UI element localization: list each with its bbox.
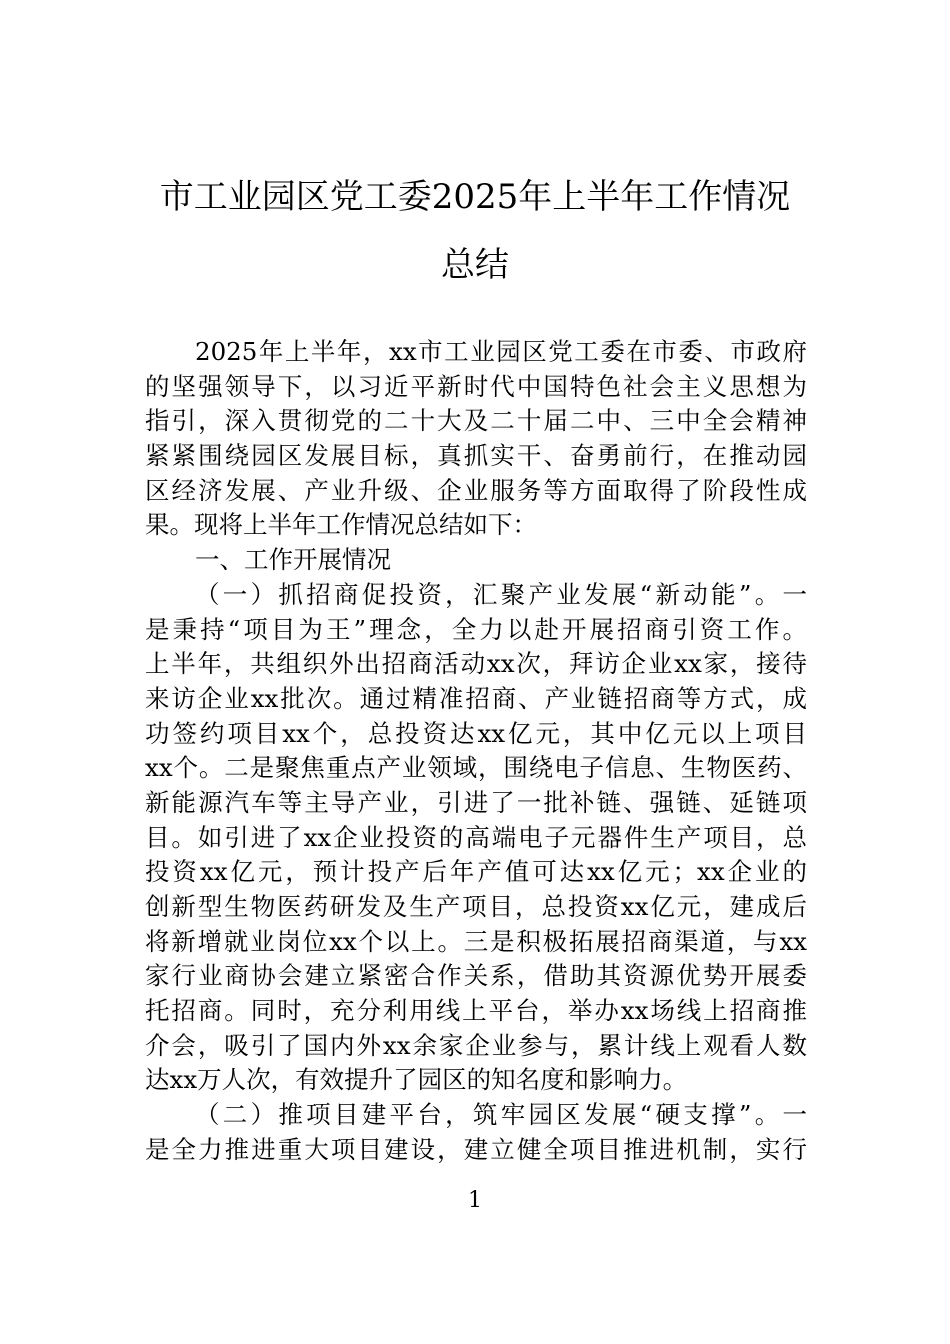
body-text-line: 上半年，共组织外出招商活动xx次，拜访企业xx家，接待: [145, 649, 807, 679]
body-text-line: 创新型生物医药研发及生产项目，总投资xx亿元，建成后: [145, 892, 807, 921]
body-text-line: 的坚强领导下，以习近平新时代中国特色社会主义思想为: [145, 371, 807, 401]
page-number: 1: [468, 1188, 482, 1213]
body-text-line: 介会，吸引了国内外xx余家企业参与，累计线上观看人数: [145, 1030, 807, 1060]
body-text-line: 果。现将上半年工作情况总结如下：: [145, 510, 537, 540]
body-text-line: xx个。二是聚焦重点产业领域，围绕电子信息、生物医药、: [145, 753, 807, 783]
body-text-line: （二）推项目建平台，筑牢园区发展“硬支撑”。一: [195, 1100, 807, 1130]
body-text-line: （一）抓招商促投资，汇聚产业发展“新动能”。一: [195, 579, 807, 609]
body-text-line: 投资xx亿元，预计投产后年产值可达xx亿元；xx企业的: [145, 857, 807, 887]
body-text-line: 目。如引进了xx企业投资的高端电子元器件生产项目，总: [145, 822, 807, 852]
body-text-line: 是秉持“项目为王”理念，全力以赴开展招商引资工作。: [145, 614, 807, 644]
body-text-line: 功签约项目xx个，总投资达xx亿元，其中亿元以上项目: [145, 718, 807, 748]
body-text-line: 是全力推进重大项目建设，建立健全项目推进机制，实行: [145, 1134, 807, 1164]
body-text-line: 一、工作开展情况: [195, 545, 391, 575]
document-title-line-2: 总结: [441, 245, 509, 285]
document-title-line-1: 市工业园区党工委2025年上半年工作情况: [159, 177, 791, 217]
body-text-line: 托招商。同时，充分利用线上平台，举办xx场线上招商推: [145, 996, 807, 1026]
body-text-line: 指引，深入贯彻党的二十大及二十届二中、三中全会精神: [145, 406, 807, 436]
body-text-line: 家行业商协会建立紧密合作关系，借助其资源优势开展委: [145, 961, 807, 991]
body-text-line: 紧紧围绕园区发展目标，真抓实干、奋勇前行，在推动园: [145, 441, 807, 471]
body-text-line: 将新增就业岗位xx个以上。三是积极拓展招商渠道，与xx: [145, 926, 807, 956]
body-text-line: 达xx万人次，有效提升了园区的知名度和影响力。: [145, 1065, 688, 1095]
body-text-line: 区经济发展、产业升级、企业服务等方面取得了阶段性成: [145, 475, 807, 505]
body-text-line: 新能源汽车等主导产业，引进了一批补链、强链、延链项: [145, 787, 807, 817]
document-body: [145, 335, 807, 1168]
body-text-line: 2025年上半年，xx市工业园区党工委在市委、市政府: [195, 337, 807, 366]
body-text-line: 来访企业xx批次。通过精准招商、产业链招商等方式，成: [145, 683, 807, 713]
